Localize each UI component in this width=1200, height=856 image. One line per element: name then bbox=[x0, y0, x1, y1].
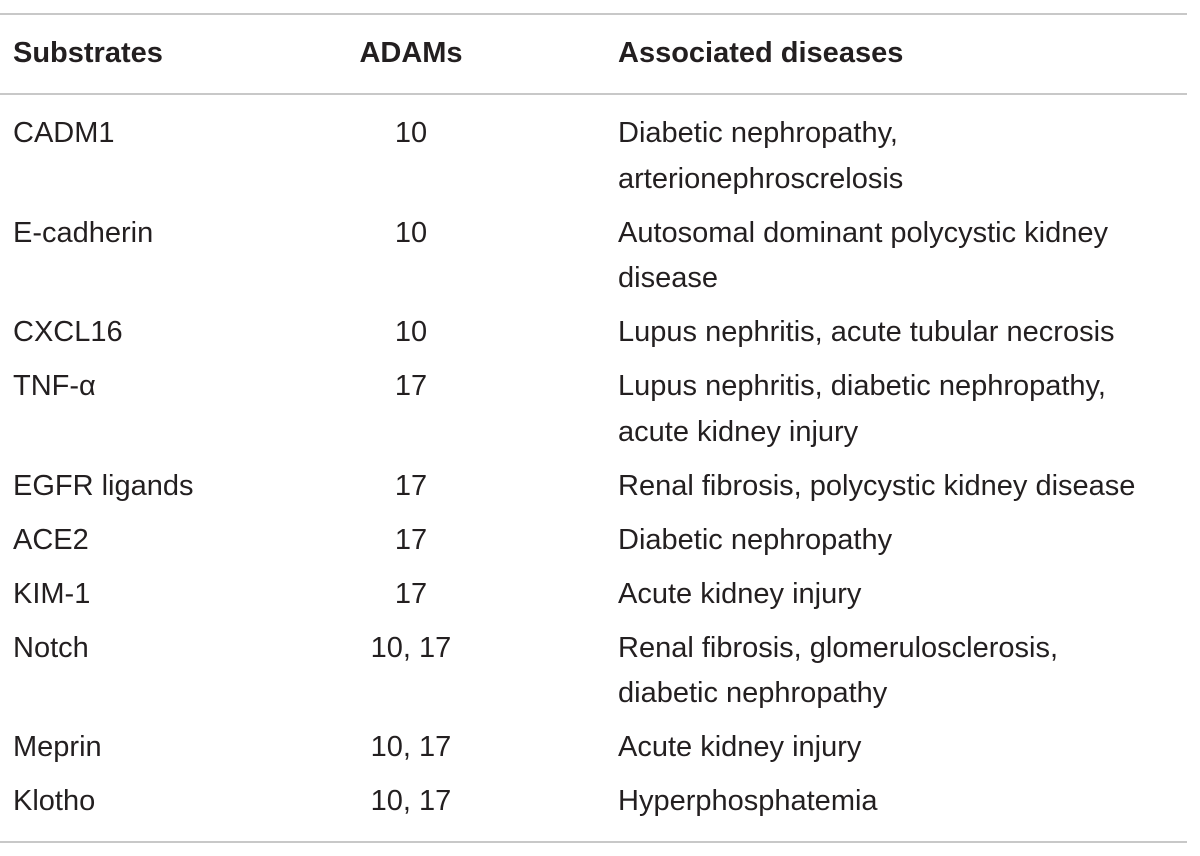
cell-adams: 17 bbox=[394, 470, 428, 502]
header-associated-diseases: Associated diseases bbox=[618, 37, 904, 69]
cell-disease-line: Lupus nephritis, acute tubular necrosis bbox=[618, 316, 1115, 348]
cell-substrate: Meprin bbox=[13, 731, 102, 763]
cell-disease-line: disease bbox=[618, 262, 718, 294]
table-header-rule bbox=[0, 93, 1187, 95]
header-substrates: Substrates bbox=[13, 37, 163, 69]
cell-adams: 10 bbox=[394, 217, 428, 249]
table-bottom-rule bbox=[0, 841, 1187, 843]
cell-disease-line: Renal fibrosis, polycystic kidney disease bbox=[618, 470, 1136, 502]
header-adams: ADAMs bbox=[359, 37, 463, 69]
cell-disease-line: Lupus nephritis, diabetic nephropathy, bbox=[618, 370, 1106, 402]
cell-disease-line: diabetic nephropathy bbox=[618, 677, 888, 709]
cell-substrate: Klotho bbox=[13, 785, 96, 817]
cell-adams: 10 bbox=[394, 117, 428, 149]
cell-substrate: Notch bbox=[13, 632, 89, 664]
cell-adams: 10, 17 bbox=[370, 731, 452, 763]
cell-disease-line: Diabetic nephropathy, bbox=[618, 117, 898, 149]
cell-adams: 10, 17 bbox=[370, 632, 452, 664]
cell-substrate: KIM-1 bbox=[13, 578, 91, 610]
cell-disease-line: acute kidney injury bbox=[618, 416, 859, 448]
cell-substrate: CXCL16 bbox=[13, 316, 123, 348]
cell-adams: 17 bbox=[394, 524, 428, 556]
cell-substrate: EGFR ligands bbox=[13, 470, 194, 502]
cell-adams: 10, 17 bbox=[370, 785, 452, 817]
cell-disease-line: Acute kidney injury bbox=[618, 578, 862, 610]
cell-substrate: TNF-α bbox=[13, 370, 96, 402]
cell-adams: 10 bbox=[394, 316, 428, 348]
cell-adams: 17 bbox=[394, 578, 428, 610]
cell-disease-line: arterionephroscrelosis bbox=[618, 163, 904, 195]
cell-disease-line: Renal fibrosis, glomerulosclerosis, bbox=[618, 632, 1058, 664]
cell-substrate: ACE2 bbox=[13, 524, 89, 556]
cell-substrate: E-cadherin bbox=[13, 217, 154, 249]
cell-disease-line: Hyperphosphatemia bbox=[618, 785, 878, 817]
cell-adams: 17 bbox=[394, 370, 428, 402]
cell-disease-line: Diabetic nephropathy bbox=[618, 524, 893, 556]
cell-disease-line: Acute kidney injury bbox=[618, 731, 862, 763]
cell-disease-line: Autosomal dominant polycystic kidney bbox=[618, 217, 1109, 249]
table-top-rule bbox=[0, 13, 1187, 15]
cell-substrate: CADM1 bbox=[13, 117, 115, 149]
